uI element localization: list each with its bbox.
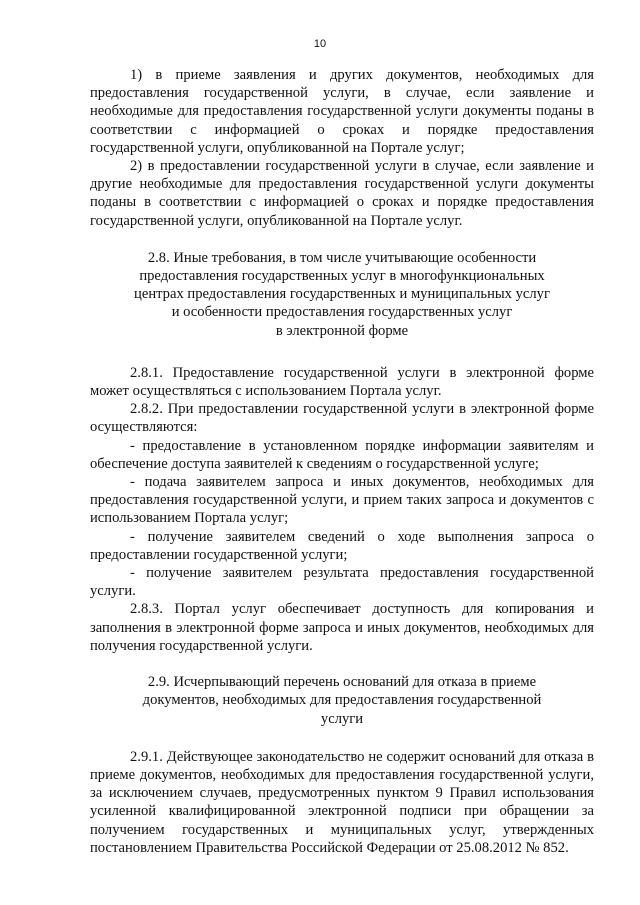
list-item: - подача заявителем запроса и иных документов, необходимых для предоставления государственной услуги, и прием таких запроса и документов с использованием Портала услуг;: [90, 474, 594, 527]
paragraph-2-8-1: 2.8.1. Предоставление государственной услуги в электронной форме может осуществляться с использованием Портала услуг.: [90, 364, 594, 400]
section-heading-line: документов, необходимых для предоставления государственной: [142, 692, 542, 709]
page-number: 10: [313, 38, 327, 50]
paragraph-2-8-3: 2.8.3. Портал услуг обеспечивает доступность для копирования и заполнения в электронной форме запроса и иных документов, необходимых для получения государственной услуги.: [90, 601, 594, 654]
paragraph-refusal-reception: 1) в приеме заявления и других документов, необходимых для предоставления государственной услуги, в случае, если заявление и необходимые для предоставления государственной услуги документы поданы в соответствии с информацией о сроках и порядке предоставления государственной услуги, опубликованной на Портале услуг;: [90, 67, 594, 156]
section-heading-line: и особенности предоставления государственных услуг: [171, 304, 513, 321]
section-heading-2-8: [90, 249, 594, 340]
list-item: - получение заявителем результата предоставления государственной услуги.: [90, 565, 594, 600]
paragraph-refusal-provision: 2) в предоставлении государственной услуги в случае, если заявление и другие необходимые для предоставления государственной услуги документы поданы в соответствии с информацией о сроках и порядке предоставления государственной услуги, опубликованной на Портале услуг.: [90, 158, 594, 229]
paragraph-2-8-2: 2.8.2. При предоставлении государственной услуги в электронной форме осуществляются:: [90, 401, 594, 436]
list-item: - получение заявителем сведений о ходе выполнения запроса о предоставлении государственной услуги;: [90, 528, 594, 563]
section-heading-line: в электронной форме: [275, 322, 409, 339]
section-heading-line: 2.8. Иные требования, в том числе учитывающие особенности: [147, 249, 537, 266]
section-heading-line: 2.9. Исчерпывающий перечень оснований для отказа в приеме: [147, 674, 537, 691]
document-body: [90, 66, 594, 857]
section-heading-2-9: [90, 673, 594, 728]
section-heading-line: предоставления государственных услуг в многофункциональных: [139, 268, 545, 285]
section-heading-line: услуги: [320, 710, 364, 727]
list-item: - предоставление в установленном порядке информации заявителям и обеспечение доступа заявителей к сведениям о государственной услуге;: [90, 437, 594, 472]
section-heading-line: центрах предоставления государственных и муниципальных услуг: [134, 286, 550, 303]
paragraph-2-9-1: 2.9.1. Действующее законодательство не содержит оснований для отказа в приеме документов, необходимых для предоставления государственной услуги, за исключением случаев, предусмотренных пунктом 9 Правил использования усиленной квалифицированной электронной подписи при обращении за получением государственных и муниципальных услуг, утвержденных постановлением Правительства Российской Федерации от 25.08.2012 № 852.: [90, 748, 594, 856]
